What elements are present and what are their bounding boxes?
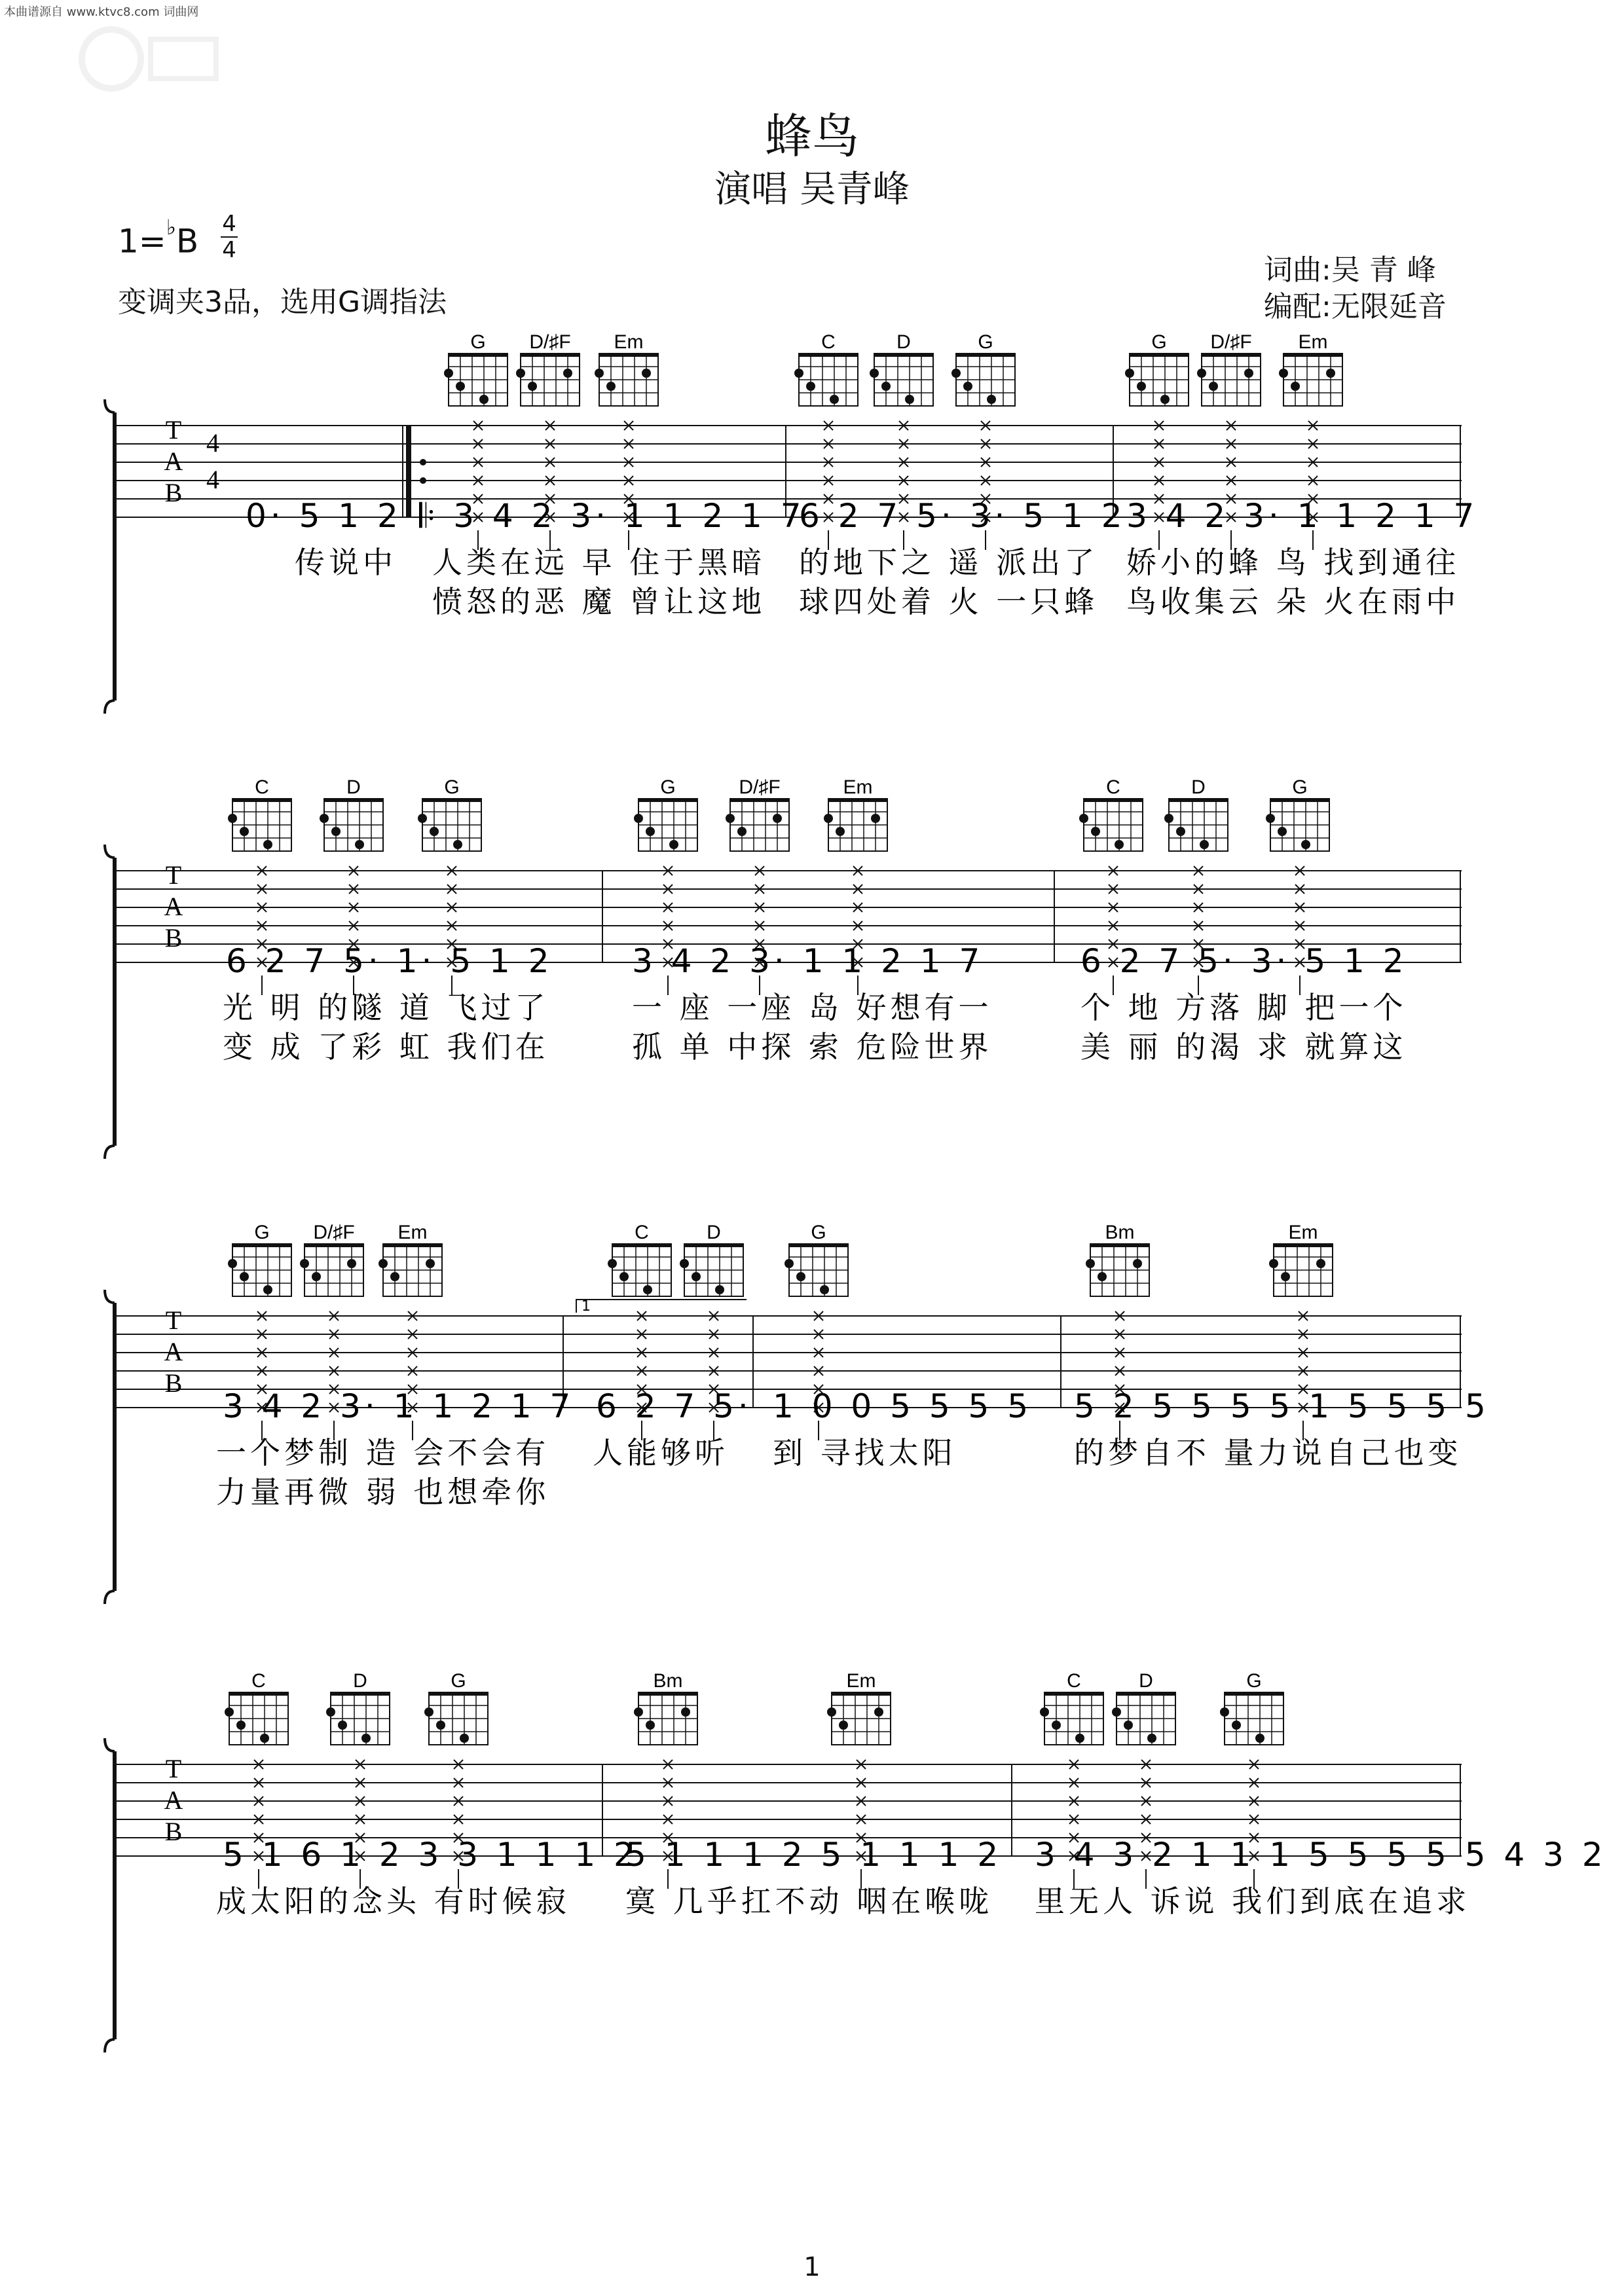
jianpu-measure: 0· 5 1 2: [246, 497, 402, 535]
chord-name: C: [251, 1670, 266, 1692]
chord-name: D/♯F: [739, 776, 781, 798]
finger-dot: [326, 1707, 335, 1717]
finger-dot: [236, 1721, 246, 1730]
finger-dot: [963, 382, 972, 391]
chord-name: Em: [843, 776, 873, 798]
chord-diagram: [1197, 331, 1261, 406]
chord-diagram: [1220, 1670, 1283, 1745]
finger-dot: [643, 1285, 652, 1294]
finger-dot: [1164, 814, 1173, 823]
finger-dot: [1255, 1734, 1264, 1743]
finger-dot: [436, 1721, 445, 1730]
finger-dot: [390, 1272, 399, 1281]
chord-diagram: [634, 776, 697, 851]
lyric-line-1: 人类在远 早 住于黑暗: [432, 545, 766, 580]
chord-name: Em: [614, 331, 644, 353]
lyric-line-1: 传说中: [295, 545, 397, 580]
finger-dot: [773, 814, 782, 823]
chord-diagram: [378, 1222, 442, 1296]
chord-diagram: [608, 1222, 671, 1296]
finger-dot: [987, 395, 996, 404]
tab-letter: A: [164, 1785, 183, 1815]
jianpu-measure: 6 2 7 5· 3· 5 1 2: [1080, 942, 1408, 980]
chord-diagram: [1086, 1222, 1149, 1296]
chord-name: G: [1292, 776, 1308, 798]
chord-name: D: [896, 331, 911, 353]
chord-name: C: [1106, 776, 1120, 798]
finger-dot: [619, 1272, 629, 1281]
finger-dot: [820, 1285, 829, 1294]
time-bottom: 4: [222, 237, 236, 263]
finger-dot: [1133, 1259, 1142, 1268]
chord-name: D: [1139, 1670, 1153, 1692]
chord-diagram: [516, 331, 580, 406]
flat-sign: ♭: [166, 214, 176, 240]
lyric-line-1: 人能够听: [593, 1435, 729, 1470]
finger-dot: [1278, 827, 1287, 836]
chord-name: Em: [1298, 331, 1328, 353]
chord-diagram: [320, 776, 383, 851]
finger-dot: [839, 1721, 848, 1730]
finger-dot: [1266, 814, 1275, 823]
jianpu-measure: 6 2 7 5· 1· 5 1 2: [226, 942, 553, 980]
tab-staff: [0, 773, 1624, 1192]
tab-letter: A: [164, 446, 183, 476]
finger-dot: [240, 1272, 249, 1281]
jianpu-measure: 6 2 7 5· 3· 5 1 2: [799, 497, 1126, 535]
tab-staff: [0, 1218, 1624, 1637]
lyric-line-1: 到 寻找太阳: [773, 1435, 957, 1470]
finger-dot: [1301, 840, 1310, 849]
finger-dot: [1244, 369, 1253, 378]
jianpu-measure: 3 4 3 2 1 1 1 5 5 5 5 5 4 3 2: [1035, 1836, 1607, 1874]
tab-letter: T: [165, 1305, 182, 1335]
source-line: 本曲谱源自 www.ktvc8.com 词曲网: [4, 5, 199, 19]
jianpu-measure: 5 1 6 1 2 3 3 1 1 1 2: [223, 1836, 638, 1874]
lyric-line-2: 愤怒的恶 魔 曾让这地: [432, 584, 766, 619]
staff-system: [0, 773, 1624, 1192]
finger-dot: [444, 369, 453, 378]
finger-dot: [881, 382, 891, 391]
chord-diagram: [1040, 1670, 1103, 1745]
finger-dot: [460, 1734, 469, 1743]
chord-name: D: [1191, 776, 1206, 798]
chord-diagram: [1266, 776, 1329, 851]
tab-letter: A: [164, 892, 183, 921]
finger-dot: [1279, 369, 1288, 378]
chord-diagram: [326, 1670, 390, 1745]
tab-staff: [0, 1666, 1624, 2085]
finger-dot: [595, 369, 604, 378]
finger-dot: [355, 840, 364, 849]
finger-dot: [1079, 814, 1088, 823]
tab-letter: B: [164, 1368, 183, 1398]
chord-diagram: [726, 776, 789, 851]
chord-name: G: [444, 776, 460, 798]
finger-dot: [646, 1721, 655, 1730]
finger-dot: [347, 1259, 356, 1268]
volta-number: 1: [581, 1298, 591, 1315]
key-note: B: [175, 222, 199, 261]
singer-line: 演唱 吴青峰: [714, 168, 910, 211]
finger-dot: [836, 827, 845, 836]
finger-dot: [870, 369, 879, 378]
lyric-line-1: 个 地 方落 脚 把一个: [1080, 990, 1407, 1025]
finger-dot: [426, 1259, 435, 1268]
finger-dot: [669, 840, 678, 849]
lyric-line-2: 球四处着 火 一只蜂: [799, 584, 1099, 619]
finger-dot: [726, 814, 735, 823]
lyric-line-2: 力量再微 弱 也想牵你: [216, 1474, 550, 1510]
finger-dot: [830, 395, 839, 404]
finger-dot: [692, 1272, 701, 1281]
chord-name: C: [821, 331, 836, 353]
finger-dot: [794, 369, 803, 378]
finger-dot: [608, 1259, 617, 1268]
lyric-line-1: 光 明 的隧 道 飞过了: [223, 990, 549, 1025]
chord-diagram: [824, 776, 887, 851]
finger-dot: [796, 1272, 805, 1281]
lyric-line-1: 里无人 诉说 我们到底在追求: [1035, 1884, 1471, 1919]
finger-dot: [516, 369, 525, 378]
lyricist-line: 词曲:吴 青 峰: [1264, 253, 1436, 287]
time-signature: [221, 213, 238, 261]
song-title: 蜂鸟: [764, 109, 859, 164]
jianpu-measure: 3 4 2 3· 1 1 2 1 7: [632, 942, 984, 980]
chord-name: Em: [397, 1222, 428, 1243]
chord-diagram: [1125, 331, 1189, 406]
finger-dot: [1052, 1721, 1061, 1730]
repeat-start: [406, 426, 411, 517]
finger-dot: [871, 814, 880, 823]
finger-dot: [418, 814, 427, 823]
chord-diagram: [1112, 1670, 1175, 1745]
finger-dot: [1040, 1707, 1049, 1717]
finger-dot: [634, 1707, 643, 1717]
time-sig-digit: 4: [206, 465, 219, 494]
finger-dot: [1220, 1707, 1229, 1717]
jianpu-measure: 3 4 2 3· 1 1 2 1 7: [1126, 497, 1479, 535]
finger-dot: [824, 814, 833, 823]
chord-name: D/♯F: [1210, 331, 1252, 353]
finger-dot: [1326, 369, 1335, 378]
finger-dot: [642, 369, 651, 378]
lyric-line-2: 孤 单 中探 索 危险世界: [632, 1029, 993, 1065]
finger-dot: [453, 840, 462, 849]
finger-dot: [1112, 1707, 1121, 1717]
chord-name: G: [660, 776, 676, 798]
tab-letter: T: [165, 860, 182, 890]
chord-name: D/♯F: [529, 331, 571, 353]
chord-diagram: [300, 1222, 363, 1296]
lyric-line-2: 变 成 了彩 虹 我们在: [223, 1029, 549, 1065]
finger-dot: [528, 382, 537, 391]
staff-system: [0, 1666, 1624, 2085]
lyric-line-2: 鸟收集云 朵 火在雨中: [1126, 584, 1460, 619]
lyric-line-1: 成太阳的念头 有时候寂: [216, 1884, 570, 1919]
staff-system: [0, 327, 1624, 746]
finger-dot: [1124, 1721, 1133, 1730]
chord-name: D: [707, 1222, 721, 1243]
finger-dot: [784, 1259, 794, 1268]
chord-name: D: [353, 1670, 367, 1692]
finger-dot: [263, 1285, 272, 1294]
chord-name: Bm: [653, 1670, 683, 1692]
lyric-line-1: 的地下之 遥 派出了: [799, 545, 1099, 580]
chord-diagram: [634, 1670, 697, 1745]
chord-diagram: [595, 331, 658, 406]
finger-dot: [479, 395, 489, 404]
finger-dot: [827, 1707, 836, 1717]
tab-letter: B: [164, 1817, 183, 1846]
chord-diagram: [951, 331, 1015, 406]
finger-dot: [634, 814, 643, 823]
finger-dot: [737, 827, 747, 836]
lyric-line-1: 的梦自不 量力说自己也变: [1074, 1435, 1462, 1470]
finger-dot: [1176, 827, 1185, 836]
finger-dot: [1160, 395, 1170, 404]
finger-dot: [715, 1285, 724, 1294]
jianpu-measure: 5 1 1 1 2 5 1 1 1 2: [625, 1836, 1003, 1874]
lyric-line-2: 美 丽 的渴 求 就算这: [1080, 1029, 1407, 1065]
lyric-line-1: 寞 几乎扛不动 咽在喉咙: [625, 1884, 993, 1919]
page-number: 1: [803, 2252, 821, 2282]
chord-diagram: [225, 1670, 288, 1745]
time-top: 4: [222, 211, 236, 237]
lyric-line-1: 一 座 一座 岛 好想有一: [632, 990, 993, 1025]
arranger-line: 编配:无限延音: [1264, 290, 1447, 323]
chord-diagram: [1079, 776, 1143, 851]
finger-dot: [1075, 1734, 1084, 1743]
finger-dot: [424, 1707, 434, 1717]
finger-dot: [378, 1259, 388, 1268]
finger-dot: [1115, 840, 1124, 849]
finger-dot: [1269, 1259, 1278, 1268]
chord-diagram: [444, 331, 507, 406]
finger-dot: [1147, 1734, 1156, 1743]
finger-dot: [260, 1734, 269, 1743]
finger-dot: [1125, 369, 1134, 378]
finger-dot: [951, 369, 961, 378]
chord-diagram: [228, 1222, 291, 1296]
chord-diagram: [784, 1222, 848, 1296]
finger-dot: [228, 1259, 237, 1268]
chord-diagram: [1164, 776, 1228, 851]
jianpu-measure: 3 4 2 3· 1 1 2 1 7: [223, 1387, 575, 1425]
finger-dot: [874, 1707, 883, 1717]
finger-dot: [1197, 369, 1206, 378]
finger-dot: [681, 1707, 690, 1717]
chord-name: Em: [846, 1670, 876, 1692]
chord-diagram: [827, 1670, 891, 1745]
finger-dot: [1098, 1272, 1107, 1281]
chord-name: G: [1246, 1670, 1262, 1692]
finger-dot: [338, 1721, 347, 1730]
jianpu-measure: 6 2 7 5·: [596, 1387, 752, 1425]
lyric-line-1: 一个梦制 造 会不会有: [216, 1435, 550, 1470]
time-sig-digit: 4: [206, 428, 219, 458]
finger-dot: [312, 1272, 321, 1281]
tab-letter: B: [164, 923, 183, 953]
finger-dot: [563, 369, 572, 378]
chord-name: G: [451, 1670, 466, 1692]
chord-diagram: [228, 776, 291, 851]
chord-name: G: [470, 331, 486, 353]
chord-name: D: [346, 776, 361, 798]
staff-system: [0, 1218, 1624, 1637]
finger-dot: [680, 1259, 689, 1268]
chord-name: D/♯F: [313, 1222, 355, 1243]
key-signature: [118, 211, 238, 268]
tab-letter: A: [164, 1337, 183, 1366]
finger-dot: [331, 827, 341, 836]
finger-dot: [240, 827, 249, 836]
chord-diagram: [1279, 331, 1342, 406]
chord-name: G: [811, 1222, 826, 1243]
chord-name: Bm: [1105, 1222, 1135, 1243]
finger-dot: [225, 1707, 234, 1717]
finger-dot: [1200, 840, 1209, 849]
watermark-logo: [72, 20, 229, 98]
jianpu-measure: 𝄆 3 4 2 3· 1 1 2 1 7: [419, 497, 805, 535]
tab-letter: B: [164, 478, 183, 507]
finger-dot: [1232, 1721, 1241, 1730]
finger-dot: [1291, 382, 1300, 391]
chord-diagram: [794, 331, 858, 406]
finger-dot: [228, 814, 237, 823]
finger-dot: [1137, 382, 1146, 391]
chord-name: Em: [1288, 1222, 1318, 1243]
chord-diagram: [870, 331, 933, 406]
finger-dot: [1091, 827, 1100, 836]
finger-dot: [905, 395, 914, 404]
finger-dot: [806, 382, 815, 391]
tab-letter: T: [165, 1754, 182, 1783]
chord-diagram: [680, 1222, 743, 1296]
key-prefix: 1=: [118, 222, 166, 261]
finger-dot: [606, 382, 616, 391]
finger-dot: [456, 382, 465, 391]
chord-name: C: [1067, 1670, 1081, 1692]
chord-name: G: [254, 1222, 270, 1243]
credits: [1264, 252, 1447, 325]
chord-name: G: [978, 331, 993, 353]
jianpu-measure: 5 2 5 5 5 5 1 5 5 5 5: [1074, 1387, 1490, 1425]
finger-dot: [1086, 1259, 1095, 1268]
capo-instruction: 变调夹3品，选用G调指法: [118, 285, 447, 319]
chord-name: C: [635, 1222, 649, 1243]
tab-letter: T: [165, 415, 182, 445]
chord-name: C: [255, 776, 269, 798]
jianpu-measure: 1 0 0 5 5 5 5: [773, 1387, 1033, 1425]
finger-dot: [320, 814, 329, 823]
finger-dot: [263, 840, 272, 849]
finger-dot: [1209, 382, 1218, 391]
finger-dot: [646, 827, 655, 836]
finger-dot: [300, 1259, 309, 1268]
tab-staff: [0, 327, 1624, 746]
finger-dot: [1316, 1259, 1325, 1268]
lyric-line-1: 娇小的蜂 鸟 找到通往: [1126, 545, 1460, 580]
finger-dot: [430, 827, 439, 836]
finger-dot: [361, 1734, 371, 1743]
chord-name: G: [1151, 331, 1167, 353]
chord-diagram: [418, 776, 481, 851]
chord-diagram: [1269, 1222, 1333, 1296]
finger-dot: [1281, 1272, 1290, 1281]
chord-diagram: [424, 1670, 488, 1745]
